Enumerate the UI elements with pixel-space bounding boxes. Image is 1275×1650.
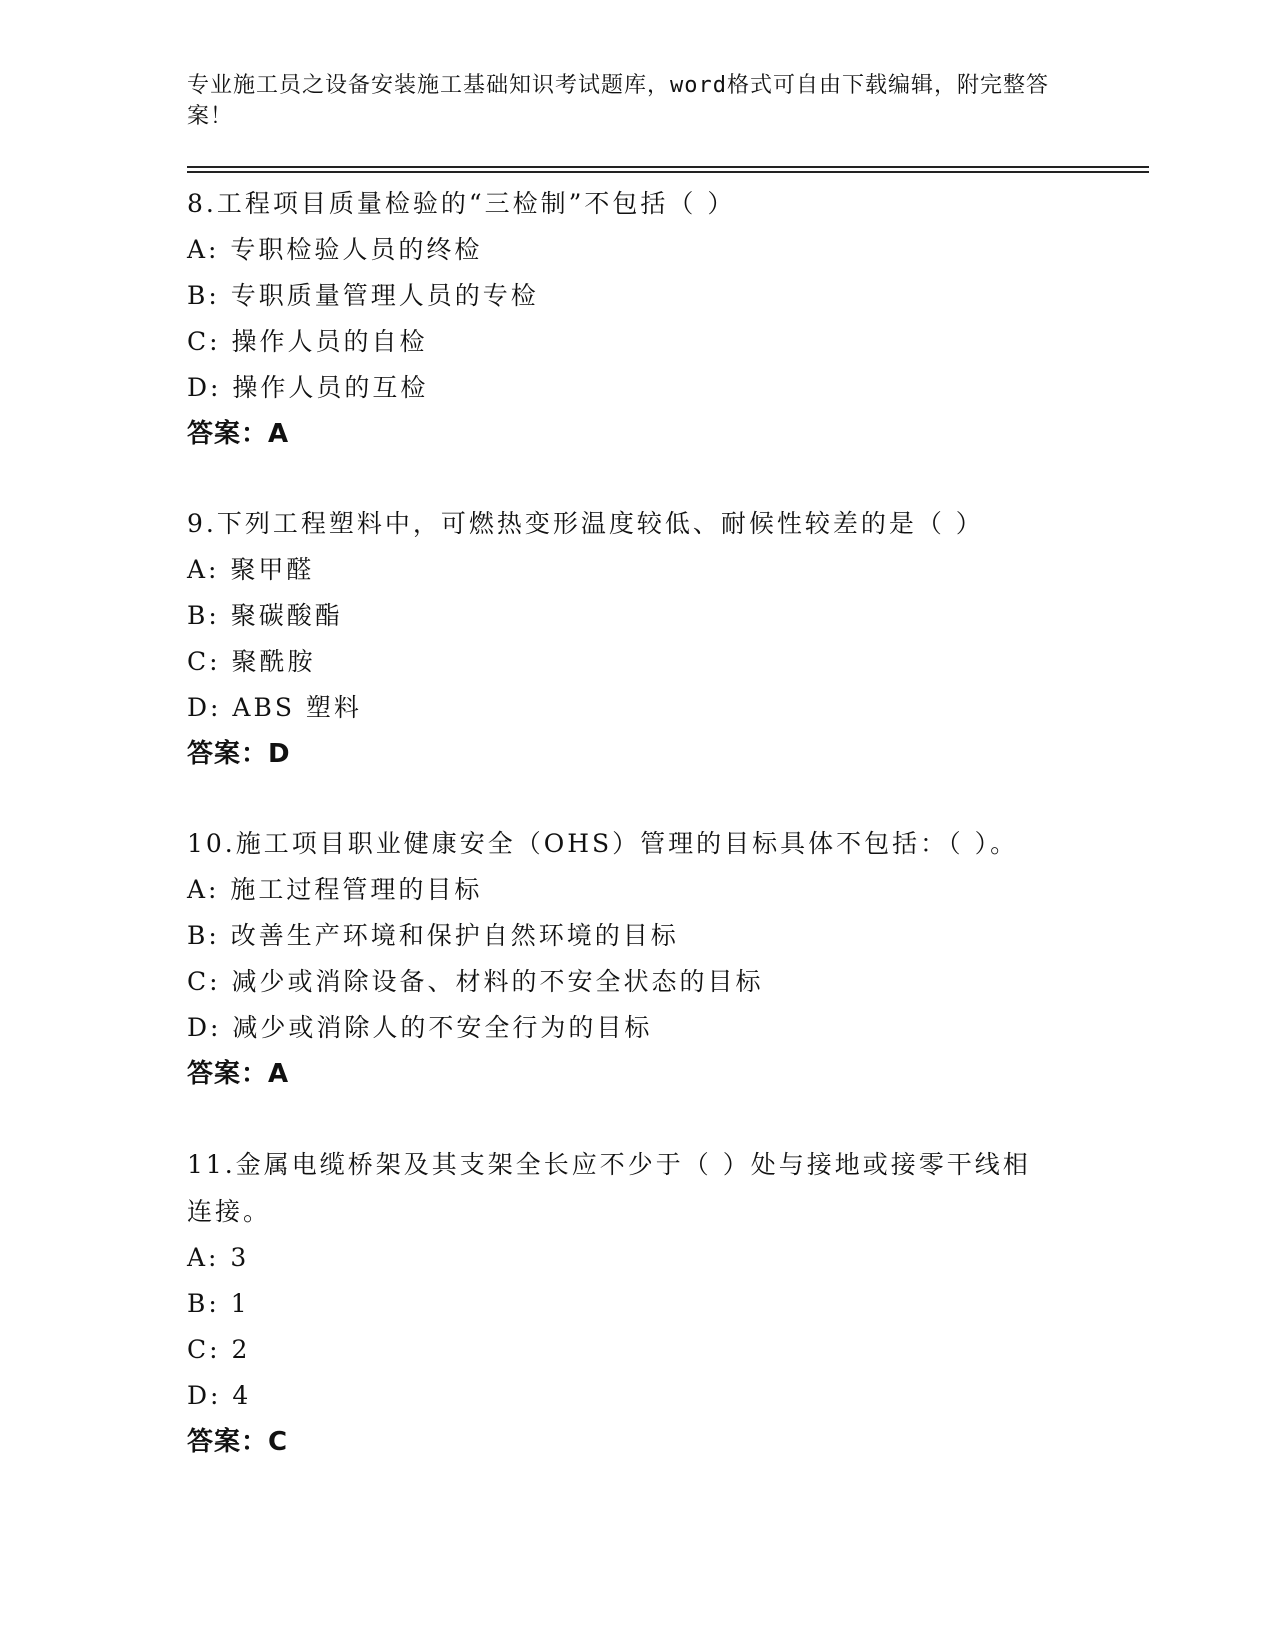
answer: 答案：C [187,1427,289,1457]
option-b: B: 改善生产环境和保护自然环境的目标 [187,921,679,950]
option-b: B: 聚碳酸酯 [187,601,343,630]
option-b: B: 专职质量管理人员的专检 [187,281,539,310]
question-title: 8.工程项目质量检验的“三检制”不包括（ ） [187,189,736,218]
question-title: 10.施工项目职业健康安全（OHS）管理的目标具体不包括：（ ）。 [187,829,1019,858]
question-title: 11.金属电缆桥架及其支架全长应不少于（ ）处与接地或接零干线相连接。 [187,1150,1031,1226]
option-c: C: 减少或消除设备、材料的不安全状态的目标 [187,967,764,996]
option-c: C: 2 [187,1335,251,1364]
question-10 [187,821,1147,1097]
option-a: A: 施工过程管理的目标 [187,875,483,904]
option-d: D: ABS 塑料 [187,693,362,722]
option-a: A: 聚甲醛 [187,555,315,584]
question-8 [187,181,1147,457]
option-a: A: 专职检验人员的终检 [187,235,483,264]
header-divider [187,166,1149,173]
option-c: C: 聚酰胺 [187,647,316,676]
option-d: D: 操作人员的互检 [187,373,429,402]
option-a: A: 3 [187,1243,250,1272]
divider-line-top [187,166,1149,168]
option-d: D: 减少或消除人的不安全行为的目标 [187,1013,653,1042]
question-11 [187,1141,1147,1465]
divider-line-bottom [187,171,1149,173]
question-9 [187,501,1147,777]
document-page [187,70,1147,1465]
answer: 答案：A [187,1059,290,1089]
document-header: 专业施工员之设备安装施工基础知识考试题库，word格式可自由下载编辑，附完整答案！ [187,73,1049,129]
option-d: D: 4 [187,1381,252,1410]
option-c: C: 操作人员的自检 [187,327,428,356]
option-b: B: 1 [187,1289,250,1318]
answer: 答案：A [187,419,290,449]
answer: 答案：D [187,739,291,769]
question-title: 9.下列工程塑料中，可燃热变形温度较低、耐候性较差的是（ ） [187,509,984,538]
